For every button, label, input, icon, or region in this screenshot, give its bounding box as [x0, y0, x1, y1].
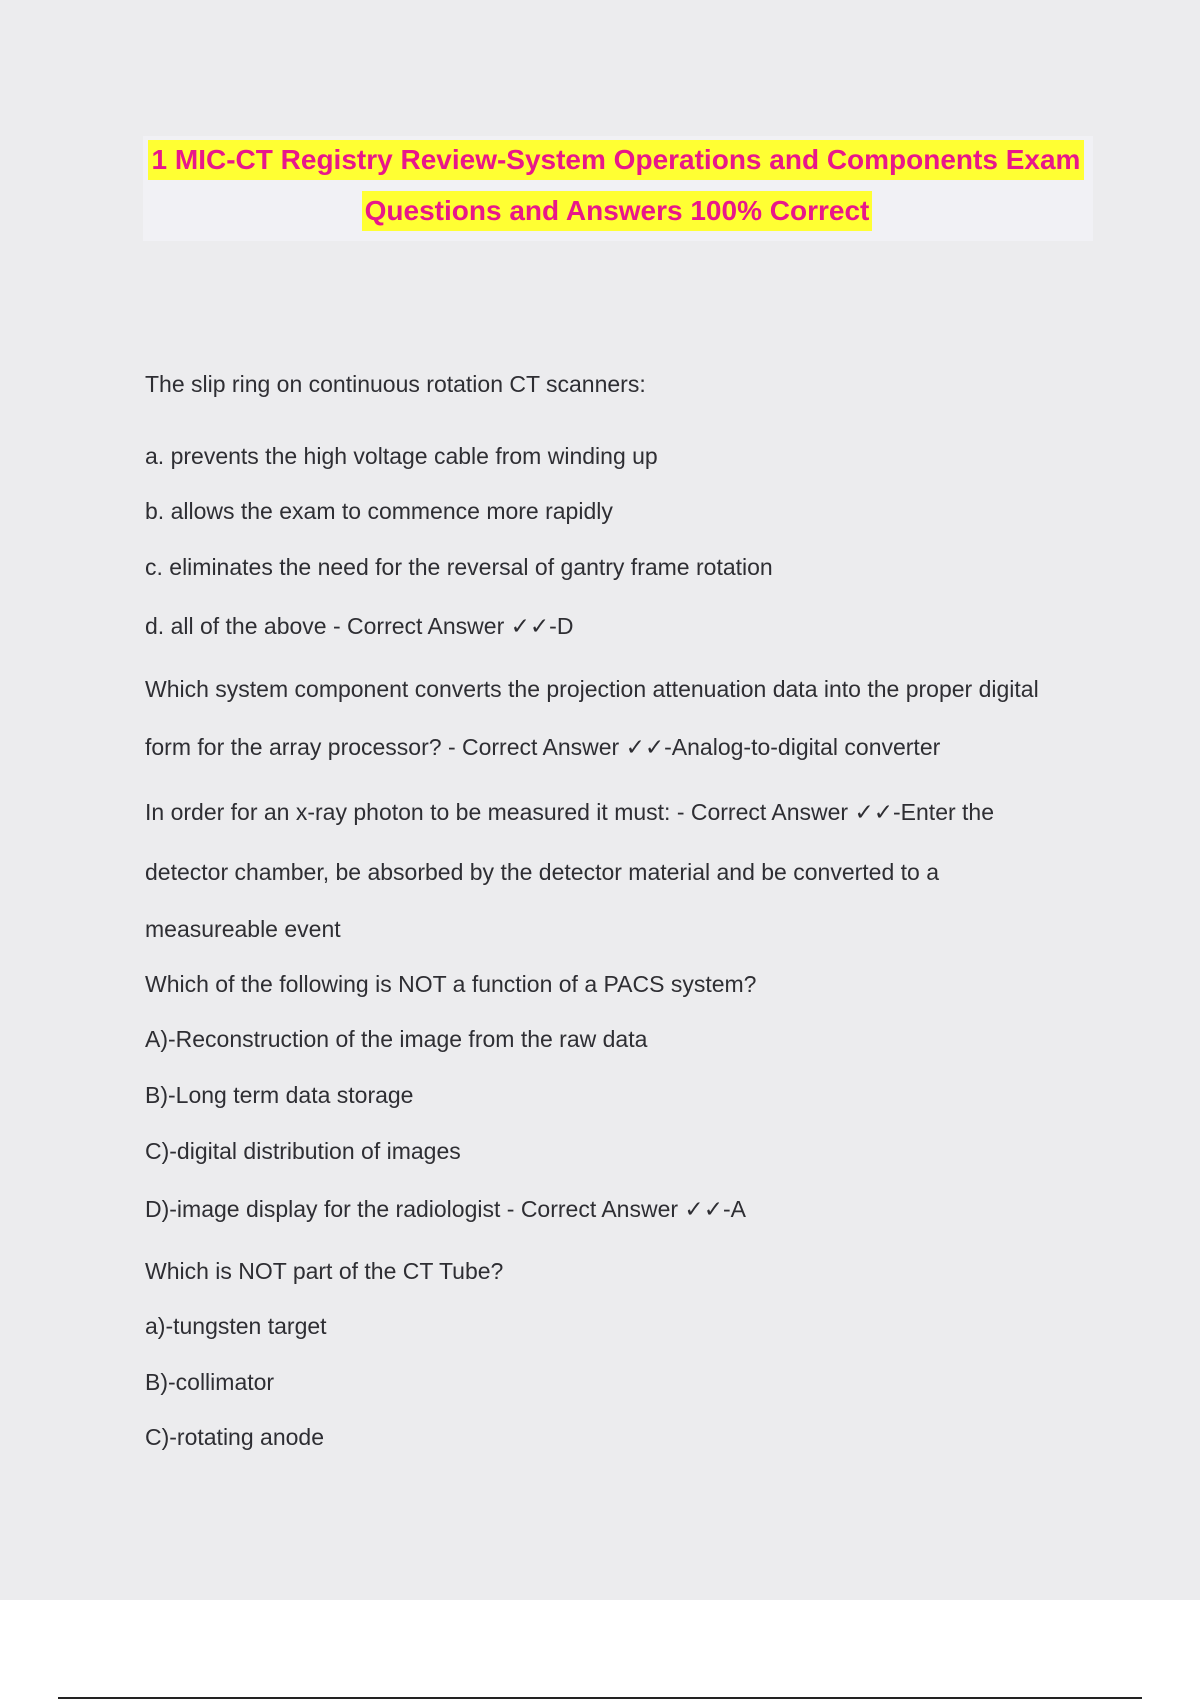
question-4-option-c: C)-digital distribution of images [145, 1138, 461, 1164]
question-5-option-a: a)-tungsten target [145, 1313, 327, 1339]
question-5-option-b: B)-collimator [145, 1369, 275, 1395]
question-1-option-d-answer: d. all of the above - Correct Answer ✓✓-D [145, 613, 574, 639]
question-3-text-line-2: detector chamber, be absorbed by the detector material and be converted to a [145, 859, 939, 885]
question-2-text-line-1: Which system component converts the projection attenuation data into the proper digital [145, 676, 1039, 702]
question-4-text: Which of the following is NOT a function of a PACS system? [145, 971, 757, 997]
question-3-text-line-3: measureable event [145, 916, 341, 942]
question-3-text-line-1: In order for an x-ray photon to be measured it must: - Correct Answer ✓✓-Enter the [145, 799, 995, 825]
question-1-option-b: b. allows the exam to commence more rapidly [145, 498, 613, 524]
question-4-option-d-answer: D)-image display for the radiologist - Correct Answer ✓✓-A [145, 1196, 746, 1222]
question-1-text: The slip ring on continuous rotation CT scanners: [145, 371, 646, 397]
document-title-line-1: 1 MIC-CT Registry Review-System Operations and Components Exam [148, 140, 1084, 180]
question-1-option-c: c. eliminates the need for the reversal of gantry frame rotation [145, 554, 773, 580]
question-2-text-line-2: form for the array processor? - Correct Answer ✓✓-Analog-to-digital converter [145, 734, 941, 760]
question-5-option-c: C)-rotating anode [145, 1424, 324, 1450]
question-4-option-b: B)-Long term data storage [145, 1082, 414, 1108]
question-5-text: Which is NOT part of the CT Tube? [145, 1258, 504, 1284]
question-4-option-a: A)-Reconstruction of the image from the raw data [145, 1026, 648, 1052]
footer-divider [58, 1697, 1142, 1699]
document-title-line-2: Questions and Answers 100% Correct [362, 191, 872, 231]
question-1-option-a: a. prevents the high voltage cable from winding up [145, 443, 658, 469]
